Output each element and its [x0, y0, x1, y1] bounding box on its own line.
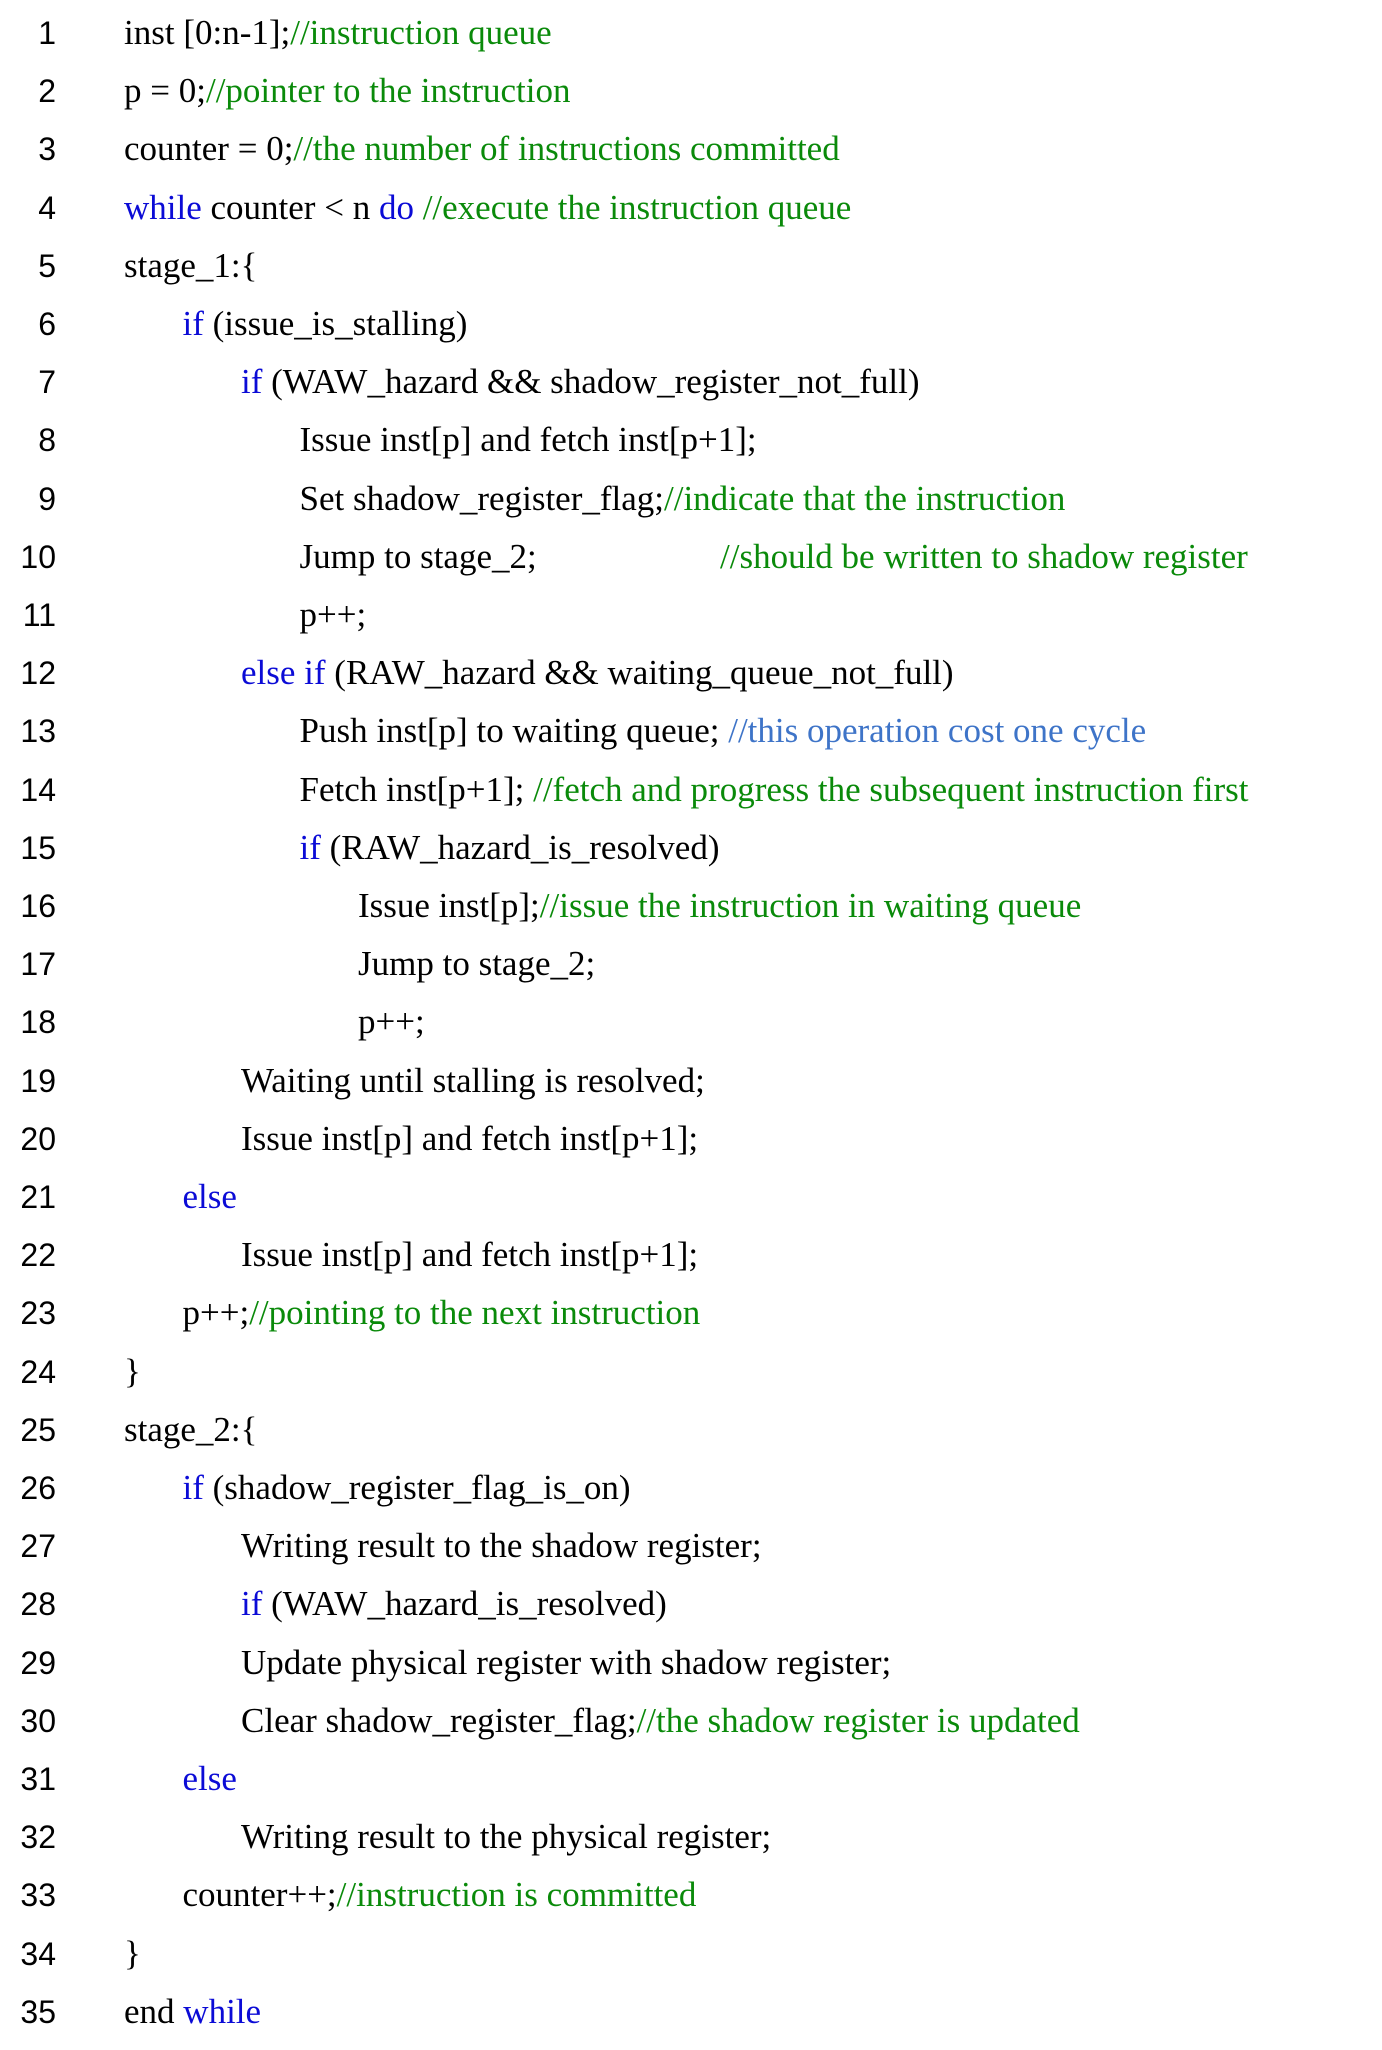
code-line	[0, 1517, 1382, 1575]
code-token: Issue inst[p] and fetch inst[p+1];	[299, 420, 757, 460]
line-number: 25	[20, 1411, 56, 1448]
code-token: p++;	[299, 595, 367, 634]
code-token: stage_1:{	[124, 245, 258, 285]
code-line	[0, 179, 1382, 237]
code-token: Clear shadow_register_flag;	[241, 1700, 637, 1740]
code-text	[124, 120, 840, 178]
code-line	[0, 1925, 1382, 1983]
code-text	[358, 993, 425, 1051]
line-number: 4	[38, 189, 56, 226]
code-text	[300, 702, 1147, 760]
keyword: if	[182, 1468, 204, 1507]
comment: //indicate that the instruction	[664, 478, 1066, 518]
line-number: 3	[38, 131, 56, 168]
code-line	[0, 761, 1382, 819]
keyword: while	[124, 187, 202, 227]
comment: //this operation cost one cycle	[728, 711, 1147, 751]
code-text	[241, 1575, 667, 1633]
line-number: 32	[20, 1819, 56, 1856]
code-line	[0, 411, 1382, 469]
line-number: 13	[20, 713, 56, 750]
code-text	[241, 1692, 1080, 1750]
line-number: 34	[20, 1935, 56, 1972]
code-text	[124, 1983, 261, 2041]
code-line	[0, 1750, 1382, 1808]
line-number: 26	[20, 1470, 56, 1506]
line-number: 35	[20, 1993, 56, 2030]
code-text	[300, 411, 757, 469]
comment: //pointing to the next instruction	[249, 1293, 701, 1333]
code-line	[0, 1866, 1382, 1924]
code-token: Jump to stage_2;	[299, 536, 537, 576]
line-number: 11	[22, 597, 56, 633]
code-text	[241, 1052, 705, 1110]
code-text	[183, 1750, 237, 1808]
code-text	[241, 1110, 698, 1168]
line-number: 23	[20, 1295, 56, 1332]
line-number: 2	[38, 73, 56, 110]
code-token: inst [0:n-1];	[124, 13, 291, 52]
code-text	[183, 1284, 701, 1342]
comment: //instruction is committed	[336, 1875, 697, 1915]
code-line	[0, 1284, 1382, 1342]
code-line	[0, 993, 1382, 1051]
code-line	[0, 120, 1382, 178]
code-text	[241, 1808, 771, 1866]
comment: //pointer to the instruction	[205, 71, 571, 111]
code-text	[299, 528, 1248, 586]
code-line	[0, 1459, 1382, 1517]
comment: //fetch and progress the subsequent instruction first	[533, 769, 1249, 809]
code-line	[0, 1983, 1382, 2041]
line-number: 10	[20, 538, 56, 575]
code-line	[0, 935, 1382, 993]
code-token: p = 0;	[124, 71, 206, 111]
code-token: Issue inst[p];	[358, 886, 540, 925]
code-line	[0, 1401, 1382, 1459]
code-text	[241, 644, 954, 702]
code-line	[0, 4, 1382, 62]
code-line	[0, 1226, 1382, 1284]
code-text	[183, 1459, 631, 1517]
code-line	[0, 470, 1382, 528]
code-line	[0, 1575, 1382, 1633]
keyword: if	[299, 827, 321, 867]
code-text	[124, 1401, 257, 1459]
line-number: 12	[20, 655, 56, 692]
line-number: 30	[20, 1702, 56, 1739]
line-number: 9	[38, 480, 56, 517]
line-number: 20	[20, 1120, 56, 1157]
comment: //issue the instruction in waiting queue	[539, 886, 1082, 925]
code-token: p++;	[358, 1002, 425, 1042]
code-token: (issue_is_stalling)	[203, 304, 468, 343]
code-token: p++;	[182, 1293, 250, 1333]
line-number: 14	[20, 771, 56, 808]
code-text	[241, 1226, 698, 1284]
comment: //execute the instruction queue	[422, 187, 852, 227]
line-number: 8	[38, 422, 56, 459]
code-line	[0, 1052, 1382, 1110]
code-line	[0, 877, 1382, 935]
code-line	[0, 1168, 1382, 1226]
code-token: Issue inst[p] and fetch inst[p+1];	[241, 1118, 699, 1158]
code-token: Fetch inst[p+1];	[299, 769, 534, 809]
code-text	[124, 1925, 141, 1983]
code-token: Writing result to the physical register;	[241, 1817, 772, 1857]
code-token: Jump to stage_2;	[358, 944, 596, 984]
code-line	[0, 1692, 1382, 1750]
code-text	[358, 935, 595, 993]
code-line	[0, 295, 1382, 353]
code-text	[358, 877, 1081, 935]
code-token	[414, 188, 423, 227]
line-number: 15	[20, 829, 56, 866]
code-token: counter < n	[201, 187, 379, 227]
line-number: 17	[20, 946, 56, 983]
comment: //should be written to shadow register	[720, 536, 1248, 576]
code-token: Set shadow_register_flag;	[299, 478, 664, 518]
line-number: 24	[20, 1353, 56, 1390]
keyword: else	[182, 1177, 237, 1216]
line-number: 18	[20, 1004, 56, 1041]
code-token: Update physical register with shadow register;	[241, 1642, 892, 1682]
keyword: if	[241, 1584, 263, 1624]
line-number: 33	[20, 1877, 56, 1914]
code-line	[0, 644, 1382, 702]
keyword: else if	[241, 653, 326, 693]
code-token: counter = 0;	[124, 129, 294, 169]
code-line	[0, 702, 1382, 760]
code-line	[0, 586, 1382, 644]
code-text	[241, 1634, 891, 1692]
code-line	[0, 1343, 1382, 1401]
code-line	[0, 62, 1382, 120]
line-number: 29	[20, 1644, 56, 1681]
code-token: }	[124, 1933, 141, 1973]
comment: //the shadow register is updated	[636, 1700, 1080, 1740]
line-number: 28	[20, 1586, 56, 1623]
keyword: else	[182, 1759, 237, 1798]
code-token: Issue inst[p] and fetch inst[p+1];	[241, 1235, 699, 1275]
code-line	[0, 353, 1382, 411]
code-text	[124, 1343, 141, 1401]
code-line	[0, 1634, 1382, 1692]
keyword: if	[241, 362, 263, 402]
comment: //instruction queue	[290, 13, 552, 52]
line-number: 16	[20, 888, 56, 924]
code-token: (WAW_hazard && shadow_register_not_full)	[262, 362, 920, 402]
code-token: (RAW_hazard_is_resolved)	[320, 827, 720, 867]
line-number: 7	[38, 364, 56, 401]
code-text	[183, 1168, 237, 1226]
code-token: (shadow_register_flag_is_on)	[203, 1468, 631, 1507]
line-number: 19	[20, 1062, 56, 1099]
code-token: Waiting until stalling is resolved;	[241, 1060, 705, 1100]
code-token: Writing result to the shadow register;	[241, 1526, 762, 1566]
code-token: counter++;	[182, 1875, 337, 1915]
code-text	[183, 1866, 697, 1924]
code-line	[0, 1110, 1382, 1168]
code-token: stage_2:{	[124, 1409, 258, 1449]
line-number: 27	[20, 1528, 56, 1565]
line-number: 1	[38, 15, 56, 51]
code-line	[0, 237, 1382, 295]
code-token: }	[124, 1351, 141, 1391]
code-token: Push inst[p] to waiting queue;	[299, 711, 729, 751]
code-token: (RAW_hazard && waiting_queue_not_full)	[325, 653, 954, 693]
keyword: if	[182, 304, 204, 343]
line-number: 31	[20, 1761, 56, 1797]
comment: //the number of instructions committed	[293, 129, 840, 169]
code-text	[241, 353, 920, 411]
code-text	[300, 761, 1249, 819]
line-number: 21	[20, 1179, 56, 1215]
code-text	[124, 62, 571, 120]
line-number: 22	[20, 1237, 56, 1274]
line-number: 5	[38, 247, 56, 284]
line-number: 6	[38, 306, 56, 342]
code-text	[241, 1517, 762, 1575]
code-text	[300, 819, 720, 877]
code-token: (WAW_hazard_is_resolved)	[262, 1584, 667, 1624]
code-line	[0, 819, 1382, 877]
keyword: while	[183, 1991, 262, 2031]
code-line	[0, 1808, 1382, 1866]
keyword: do	[378, 187, 414, 227]
code-text	[183, 295, 468, 353]
code-token: end	[124, 1991, 184, 2031]
code-text	[124, 179, 851, 237]
code-text	[124, 4, 552, 62]
code-text	[124, 237, 257, 295]
code-line	[0, 528, 1382, 586]
code-text	[300, 470, 1066, 528]
code-text	[300, 586, 367, 644]
